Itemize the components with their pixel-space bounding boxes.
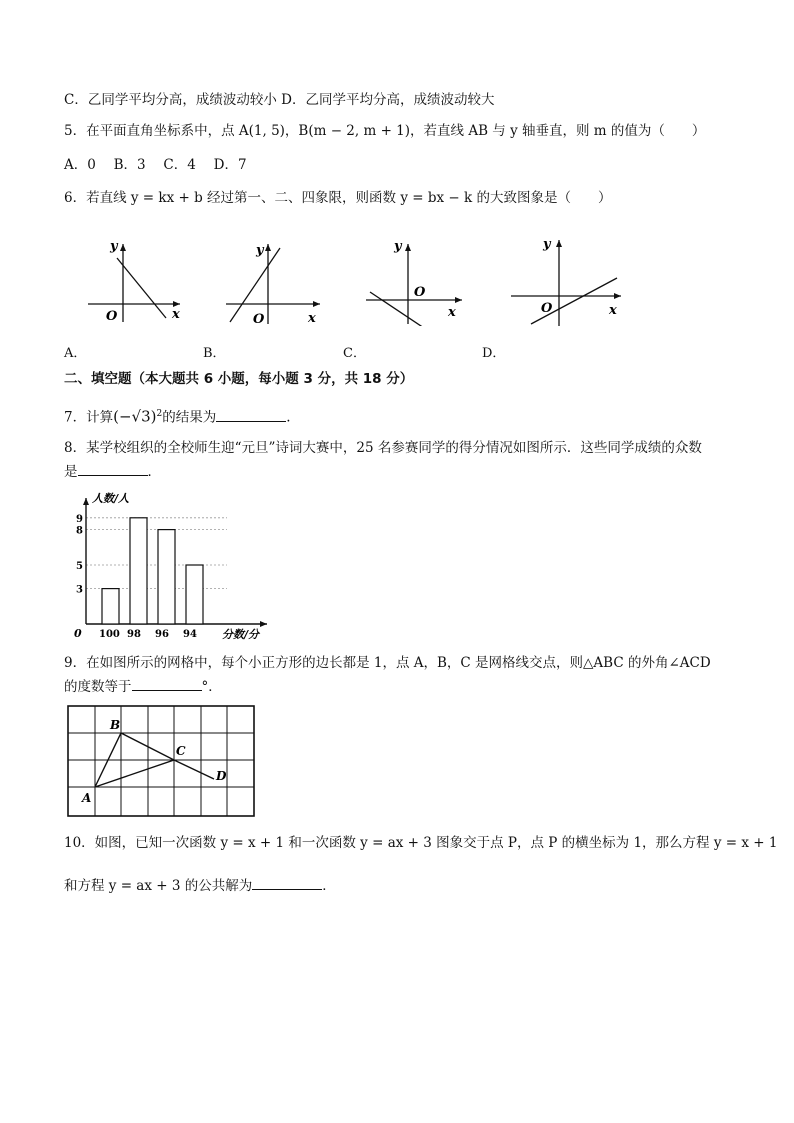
q7-exp: 2 bbox=[156, 409, 163, 419]
q6-graph-c bbox=[362, 236, 472, 326]
q6-graph-d bbox=[505, 232, 630, 328]
q6-label-d: D． bbox=[482, 346, 506, 361]
section-2-heading: 二、填空题（本大题共 6 小题，每小题 3 分，共 18 分） bbox=[64, 371, 414, 387]
q9-answer-blank[interactable] bbox=[132, 677, 202, 691]
q8-bar-chart bbox=[62, 488, 282, 648]
q5-choices: A．0 B．3 C．4 D．7 bbox=[64, 157, 247, 173]
q7-end: . bbox=[286, 409, 291, 426]
q10-answer-blank[interactable] bbox=[252, 876, 322, 890]
q10-line1: 10．如图，已知一次函数 y = x + 1 和一次函数 y = ax + 3 图象交于点 P，点 P 的横坐标为 1，那么方程 y = x + 1 bbox=[64, 835, 778, 851]
y-tick-label: 5 bbox=[76, 561, 83, 572]
q9-point-d: D bbox=[216, 769, 227, 783]
q7-answer-blank[interactable] bbox=[216, 408, 286, 422]
q10-line2 bbox=[64, 876, 336, 896]
q9-line1: 9．在如图所示的网格中，每个小正方形的边长都是 1，点 A，B，C 是网格线交点，则△ABC 的外角∠ACD bbox=[64, 655, 711, 671]
q6b-x: x bbox=[308, 311, 316, 326]
q8-answer-blank[interactable] bbox=[78, 462, 148, 476]
q9-end: °． bbox=[201, 679, 222, 695]
q7-expr: (−√3) bbox=[113, 407, 157, 426]
q8-prefix: 是 bbox=[64, 464, 78, 480]
x-tick-label: 100 bbox=[99, 629, 120, 640]
q6d-y: y bbox=[543, 237, 551, 252]
q7-prefix: 7．计算 bbox=[64, 409, 114, 426]
q6b-o: O bbox=[253, 312, 265, 326]
q6-text: 6．若直线 y = kx + b 经过第一、二、四象限，则函数 y = bx − k 的大致图象是（ ） bbox=[64, 190, 612, 206]
q6-label-c: C． bbox=[343, 346, 366, 361]
q10-prefix: 和方程 y = ax + 3 的公共解为 bbox=[64, 878, 253, 894]
x-tick-label: 96 bbox=[155, 629, 169, 640]
q6c-x: x bbox=[448, 305, 456, 320]
bar bbox=[130, 518, 147, 624]
q9-grid-figure bbox=[62, 700, 262, 820]
q6-graph-a bbox=[80, 236, 190, 326]
q9-point-a: A bbox=[82, 791, 92, 805]
q9-point-b: B bbox=[110, 718, 121, 732]
x-axis-arrow bbox=[260, 621, 267, 627]
q6-label-a: A． bbox=[64, 346, 87, 361]
origin-label: 0 bbox=[74, 627, 82, 640]
q9-point-c: C bbox=[176, 744, 186, 758]
q6a-o: O bbox=[106, 309, 118, 324]
y-tick-label: 3 bbox=[76, 584, 83, 596]
q6d-x: x bbox=[609, 303, 617, 318]
q9-prefix: 的度数等于 bbox=[64, 679, 132, 695]
q8-line1: 8．某学校组织的全校师生迎“元旦”诗词大赛中，25 名参赛同学的得分情况如图所示．这些同学成绩的众数 bbox=[64, 440, 702, 456]
q10-end: ． bbox=[322, 878, 336, 894]
bar bbox=[186, 565, 203, 624]
q8-end: ． bbox=[147, 464, 161, 480]
q6c-o: O bbox=[414, 285, 426, 300]
x-axis-label: 分数/分 bbox=[222, 628, 260, 641]
q6a-y: y bbox=[110, 239, 118, 254]
q6d-o: O bbox=[541, 301, 553, 316]
q8-line2 bbox=[64, 462, 161, 482]
q4-choices-cd: C．乙同学平均分高，成绩波动较小 D．乙同学平均分高，成绩波动较大 bbox=[64, 92, 495, 108]
q6a-x: x bbox=[172, 307, 180, 322]
bar bbox=[158, 530, 175, 624]
q9-line2 bbox=[64, 677, 222, 697]
bar bbox=[102, 589, 119, 624]
q6-label-b: B． bbox=[203, 346, 226, 361]
q6b-y: y bbox=[256, 243, 264, 258]
y-tick-label: 8 bbox=[76, 525, 83, 537]
q7-suffix: 的结果为 bbox=[162, 409, 217, 426]
x-tick-label: 94 bbox=[183, 629, 197, 640]
q7 bbox=[64, 404, 291, 428]
q6-graph-b bbox=[222, 236, 332, 326]
y-axis-arrow bbox=[83, 498, 89, 505]
q5-text: 5．在平面直角坐标系中，点 A(1, 5)，B(m − 2, m + 1)，若直线 AB 与 y 轴垂直，则 m 的值为（ ） bbox=[64, 123, 706, 139]
y-tick-label: 9 bbox=[76, 513, 83, 525]
y-axis-label: 人数/人 bbox=[92, 492, 130, 505]
x-tick-label: 98 bbox=[127, 629, 141, 640]
q6c-y: y bbox=[394, 239, 402, 254]
